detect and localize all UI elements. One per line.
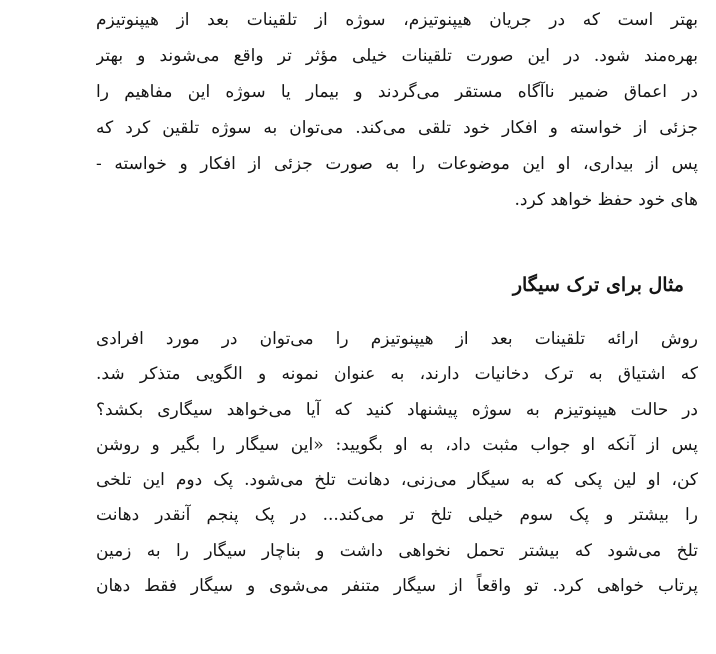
text-line: پس از بیداری، او این موضوعات را به صورت جزئی از افکار و خواسته - [96,154,698,174]
text-line: در اعماق ضمیر ناآگاه مستقر می‌گردند و بیمار یا سوژه این مفاهیم را [96,82,698,102]
text-line: بهره‌مند شود. در این صورت تلقینات خیلی مؤثر تر واقع می‌شوند و بهتر [96,46,698,66]
text-line: را بیشتر و پک سوم خیلی تلخ تر می‌کند... در پک پنجم آنقدر دهانت [96,505,698,526]
text-line: تلخ می‌شود که بیشتر تحمل نخواهی داشت و بناچار سیگار را به زمین [96,540,698,561]
text-line: بهتر است که در جریان هیپنوتیزم، سوژه از تلقینات بعد از هیپنوتیزم [96,10,698,30]
text-line: پرتاب خواهی کرد. تو واقعاً از سیگار متنفر می‌شوی و سیگار فقط دهان [96,576,698,597]
paragraph-2 [96,322,698,604]
text-line: پس از آنکه او جواب مثبت داد، به او بگویید: «این سیگار را بگیر و روشن [96,434,698,455]
text-line: جزئی از خواسته و افکار خود تلقی می‌کند. می‌توان به سوژه تلقین کرد که [96,118,698,138]
text-line: های خود حفظ خواهد کرد. [514,190,698,210]
section-heading: مثال برای ترک سیگار [512,274,684,296]
text-line: در حالت هیپنوتیزم به سوژه پیشنهاد کنید که آیا می‌خواهد سیگاری بکشد؟ [96,399,698,420]
text-line: روش ارائه تلقینات بعد از هیپنوتیزم را می‌توان در مورد افرادی [96,329,698,349]
text-line: که اشتیاق به ترک دخانیات دارند، به عنوان نمونه و الگویی متذکر شد. [96,364,698,385]
text-line: کن، او لین پکی که به سیگار می‌زنی، دهانت تلخ می‌شود. پک دوم این تلخی [96,470,698,491]
paragraph-1 [96,2,698,218]
